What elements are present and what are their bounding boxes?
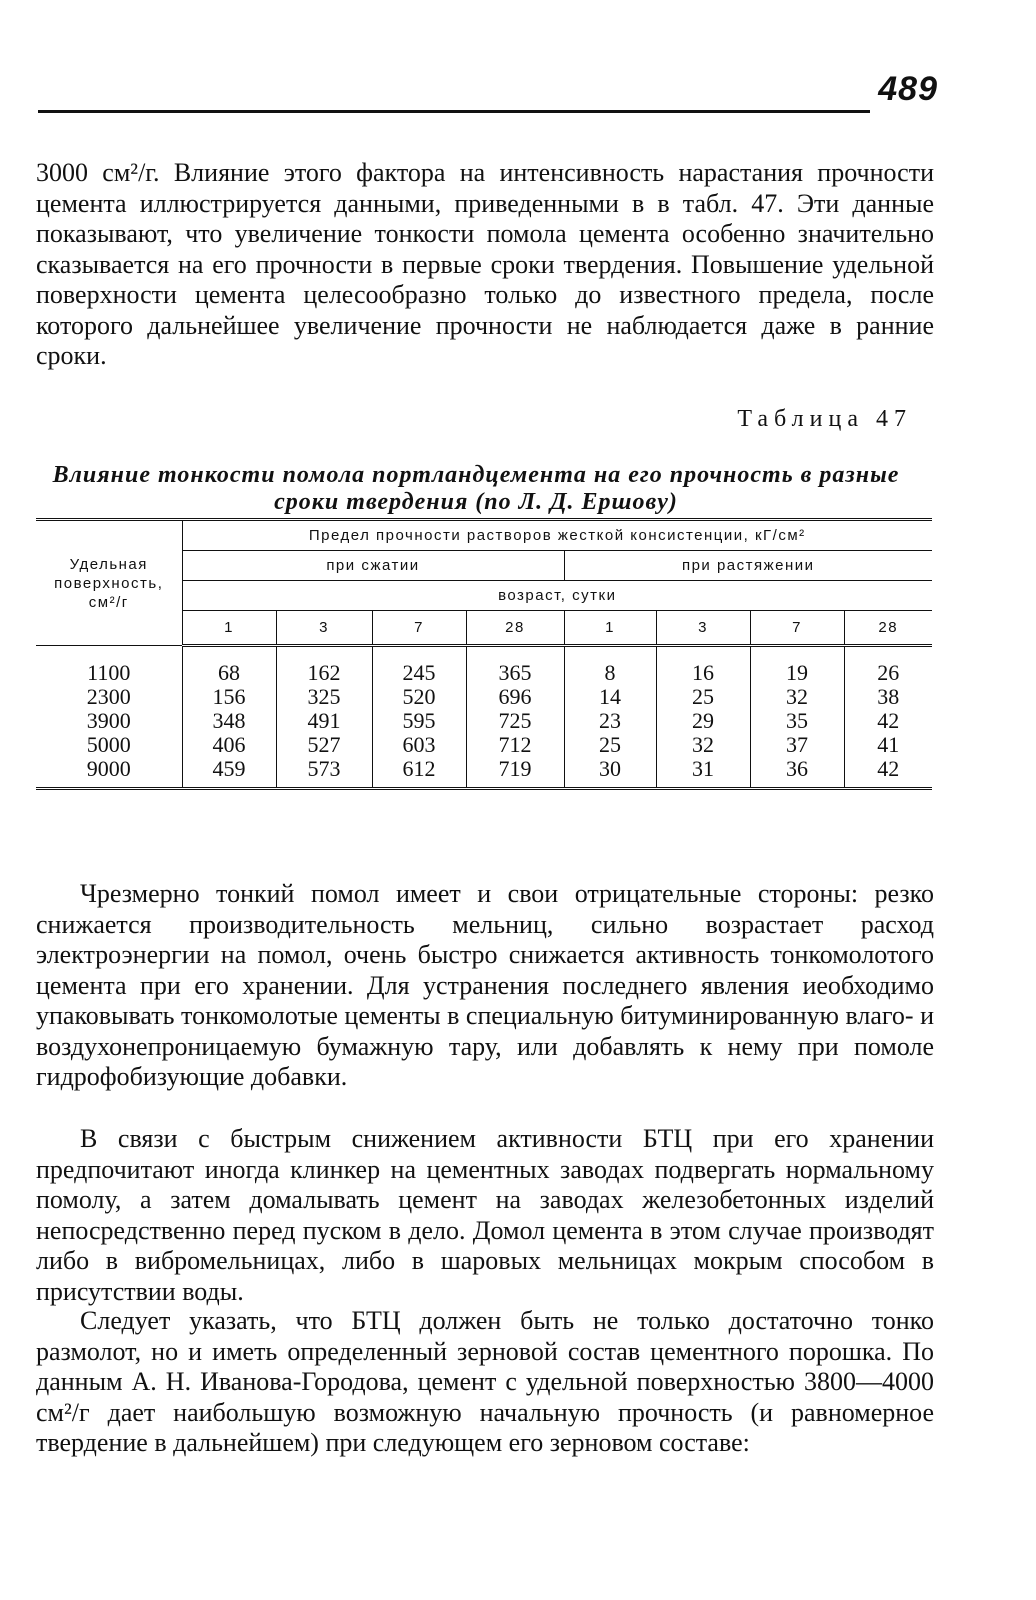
header-day: 7 [750, 611, 844, 646]
cell-value: 41 [844, 733, 932, 757]
cell-value: 25 [656, 685, 750, 709]
cell-value: 573 [276, 757, 372, 789]
table-title: Влияние тонкости помола портландцемента на его прочность в разные сроки твердения (по Л. Д. Ершову) [52, 462, 900, 515]
cell-value: 162 [276, 646, 372, 686]
cell-surface: 3900 [36, 709, 182, 733]
header-day: 1 [182, 611, 276, 646]
header-day: 28 [466, 611, 564, 646]
cell-value: 32 [750, 685, 844, 709]
cell-value: 42 [844, 757, 932, 789]
page-header [38, 70, 938, 120]
cell-value: 19 [750, 646, 844, 686]
cell-value: 156 [212, 684, 246, 709]
header-tension: при растяжении [564, 551, 932, 581]
cell-value: 491 [276, 709, 372, 733]
page-number: 489 [878, 70, 938, 108]
cell-value: 8 [564, 646, 656, 686]
cell-value: 32 [656, 733, 750, 757]
table-label: Таблица 47 [737, 406, 912, 432]
header-compression: при сжатии [182, 551, 564, 581]
cell-value: 23 [564, 709, 656, 733]
cell-surface: 5000 [36, 733, 182, 757]
table-row [36, 709, 932, 733]
cell-value: 459 [212, 756, 246, 781]
header-day: 3 [276, 611, 372, 646]
cell-value: 603 [372, 733, 466, 757]
cell-value: 26 [844, 646, 932, 686]
cell-value: 68 [218, 660, 240, 685]
header-day: 28 [844, 611, 932, 646]
table-row [36, 757, 932, 789]
table-row [36, 646, 932, 686]
cell-value: 719 [466, 757, 564, 789]
data-table [36, 518, 932, 790]
cell-value: 35 [750, 709, 844, 733]
paragraph-1: 3000 см²/г. Влияние этого фактора на интенсивность нарастания прочности цемента иллюстрируется данными, приведенными в в табл. 47. Эти данные показывают, что увеличение тонкости помола цемента особенно значительно сказывается на его прочности в первые сроки твердения. Повышение удельной поверхности цемента целесообразно только до известного предела, после которого дальнейшее увеличение прочности не наблюдается даже в ранние сроки. [36, 158, 934, 370]
cell-value: 725 [466, 709, 564, 733]
paragraph-3: В связи с быстрым снижением активности БТЦ при его хранении предпочитают иногда клинкер на цементных заводах подвергать нормальному помолу, а затем домалывать цемент на заводах железобетонных изделий непосредственно перед пуском в дело. Домол цемента в этом случае производят либо в вибромельницах, либо в шаровых мельницах мокрым способом в присутствии воды. [36, 1124, 934, 1306]
cell-value: 696 [466, 685, 564, 709]
paragraph-4: Следует указать, что БТЦ должен быть не только достаточно тонко размолот, но и иметь определенный зерновой состав цементного порошка. По данным А. Н. Иванова-Городова, цемент с удельной поверхностью 3800—4000 см²/г дает наибольшую возможную начальную прочность (и равномерное твердение в дальнейшем) при следующем его зерновом составе: [36, 1306, 934, 1457]
header-age: возраст, сутки [182, 581, 932, 611]
cell-surface: 1100 [36, 646, 182, 686]
cell-value: 16 [656, 646, 750, 686]
header-day: 3 [656, 611, 750, 646]
cell-value: 29 [656, 709, 750, 733]
cell-value: 520 [372, 685, 466, 709]
header-rule [38, 110, 870, 113]
cell-value: 25 [564, 733, 656, 757]
cell-value: 245 [372, 646, 466, 686]
cell-value: 14 [564, 685, 656, 709]
header-day: 7 [372, 611, 466, 646]
header-main: Предел прочности растворов жесткой консистенции, кГ/см² [182, 520, 932, 551]
cell-value: 365 [466, 646, 564, 686]
cell-value: 42 [844, 709, 932, 733]
cell-value: 37 [750, 733, 844, 757]
cell-value: 612 [372, 757, 466, 789]
row-header-surface: Удельная поверхность, см²/г [36, 520, 182, 646]
cell-surface: 9000 [36, 757, 182, 789]
cell-value: 36 [750, 757, 844, 789]
cell-value: 30 [564, 757, 656, 789]
cell-value: 712 [466, 733, 564, 757]
table-body [36, 646, 932, 789]
header-day: 1 [564, 611, 656, 646]
cell-value: 38 [844, 685, 932, 709]
cell-value: 31 [656, 757, 750, 789]
cell-value: 595 [372, 709, 466, 733]
cell-value: 527 [276, 733, 372, 757]
table-row [36, 733, 932, 757]
cell-value: 325 [276, 685, 372, 709]
paragraph-2: Чрезмерно тонкий помол имеет и свои отрицательные стороны: резко снижается производительность мельниц, сильно возрастает расход электроэнергии на помол, очень быстро снижается активность тонкомолотого цемента при его хранении. Для устранения последнего явления иеобходимо упаковывать тонкомолотые цементы в специальную битуминированную влаго- и воздухонепроницаемую бумажную тару, или добавлять к нему при помоле гидрофобизующие добавки. [36, 879, 934, 1091]
cell-value: 406 [212, 732, 246, 757]
table-row [36, 685, 932, 709]
cell-surface: 2300 [36, 685, 182, 709]
cell-value: 348 [212, 708, 246, 733]
